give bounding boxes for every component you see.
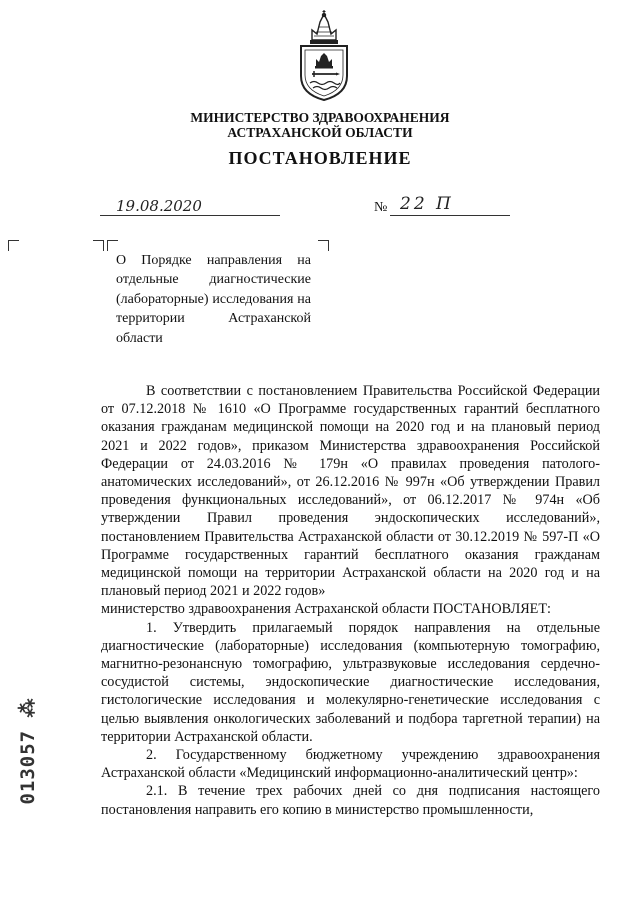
item-2-paragraph: 2. Государственному бюджетному учреждению здравоохранения Астраханской области «Медицинский информационно-аналитический центр»: bbox=[101, 747, 600, 782]
document-number: 22 П bbox=[400, 194, 454, 214]
document-type-title: ПОСТАНОВЛЕНИЕ bbox=[228, 148, 412, 168]
ministry-name-line2: АСТРАХАНСКОЙ ОБЛАСТИ bbox=[227, 125, 413, 140]
date-underline bbox=[100, 215, 280, 216]
preamble-paragraph: В соответствии с постановлением Правительства Российской Федерации от 07.12.2018 № 1610 «О Программе государственных гарантий бесплатного оказания гражданам медицинской помощи на 2020 год и на плановый период 2021 и 2022 годов», приказом Министерства здравоохранения Российской Федерации от 24.03.2016 № 179н «О правилах проведения патолого-анатомических исследований», от 26.12.2016 № 997н «Об утверждении Правил проведения функциональных исследований», от 06.12.2017 № 974н «Об утверждении Правил проведения эндоскопических исследований», постановлением Правительства Астраханской области от 30.12.2019 № 597-П «О Программе государственных гарантий бесплатного оказания гражданам медицинской помощи на территории Астраханской области на 2020 год и на плановый период 2021 и 2022 годов» bbox=[101, 383, 600, 600]
bracket-top-left-b bbox=[107, 240, 118, 251]
number-underline bbox=[390, 215, 510, 216]
document-date: 19.08.2020 bbox=[116, 197, 202, 215]
registration-stamp-number: 013057 ⁂ bbox=[17, 697, 39, 805]
bracket-top-right-a bbox=[93, 240, 104, 251]
number-sign: № bbox=[374, 200, 388, 215]
resolves-line: министерство здравоохранения Астраханской области ПОСТАНОВЛЯЕТ: bbox=[101, 601, 551, 618]
bracket-top-right bbox=[318, 240, 329, 251]
document-body bbox=[101, 382, 600, 819]
coat-of-arms-emblem bbox=[298, 10, 350, 102]
ministry-name-line1: МИНИСТЕРСТВО ЗДРАВООХРАНЕНИЯ bbox=[190, 110, 450, 125]
item-1-paragraph: 1. Утвердить прилагаемый порядок направления на отдельные диагностические (лабораторные) исследования (компьютерную томографию, магнитно-резонансную томографию, ультразвуковые исследования сердечно-сосудистой системы, эндоскопические диагностические исследования, гистологические исследования и молекулярно-генетические исследования с целью выявления онкологических заболеваний и подбора таргетной терапии) на территории Астраханской области. bbox=[101, 619, 600, 745]
bracket-top-left bbox=[8, 240, 19, 251]
item-2-1-paragraph: 2.1. В течение трех рабочих дней со дня подписания настоящего постановления направить его копию в министерство промышленности, bbox=[101, 783, 600, 818]
document-subject: О Порядке направления на отдельные диагностические (лабораторные) исследования на территории Астраханской области bbox=[116, 253, 311, 346]
